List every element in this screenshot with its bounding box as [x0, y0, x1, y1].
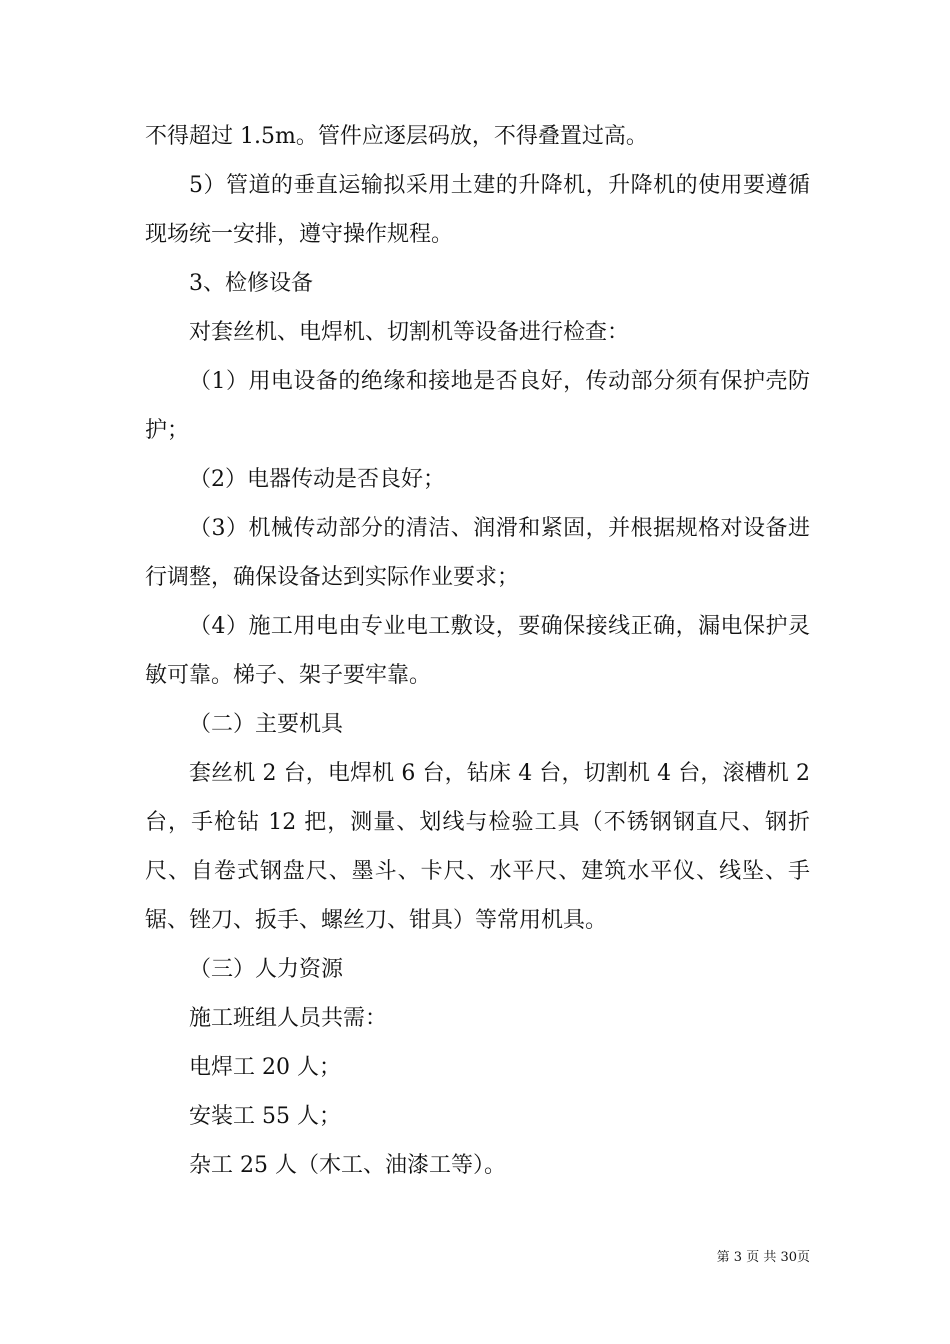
- list-item-1: （1）用电设备的绝缘和接地是否良好，传动部分须有保护壳防护；: [145, 369, 810, 443]
- paragraph-inspection-intro: 对套丝机、电焊机、切割机等设备进行检查：: [189, 320, 630, 345]
- staff-laborers: 杂工 25 人（木工、油漆工等）。: [189, 1153, 506, 1178]
- list-item-2: （2）电器传动是否良好；: [189, 467, 445, 492]
- staff-installers: 安装工 55 人；: [189, 1104, 341, 1129]
- heading-inspect-equipment: 3、检修设备: [189, 271, 313, 296]
- paragraph-tool-list: 套丝机 2 台，电焊机 6 台，钻床 4 台，切割机 4 台，滚槽机 2 台，手枪钻 12 把，测量、划线与检验工具（不锈钢钢直尺、钢折尺、自卷式钢盘尺、墨斗、卡尺、水平尺、建筑水平仪、线坠、手锯、锉刀、扳手、螺丝刀、钳具）等常用机具。: [145, 761, 810, 933]
- paragraph-vertical-transport: 5）管道的垂直运输拟采用土建的升降机，升降机的使用要遵循现场统一安排，遵守操作规程。: [145, 173, 810, 247]
- heading-human-resources: （三）人力资源: [189, 957, 344, 982]
- paragraph-staff-needed: 施工班组人员共需：: [189, 1006, 388, 1031]
- heading-main-tools: （二）主要机具: [189, 712, 344, 737]
- list-item-4: （4）施工用电由专业电工敷设，要确保接线正确，漏电保护灵敏可靠。梯子、架子要牢靠。: [145, 614, 810, 688]
- paragraph-continuation: 不得超过 1.5m。管件应逐层码放，不得叠置过高。: [145, 124, 648, 149]
- staff-welders: 电焊工 20 人；: [189, 1055, 341, 1080]
- list-item-3: （3）机械传动部分的清洁、润滑和紧固，并根据规格对设备进行调整，确保设备达到实际作业要求；: [145, 516, 810, 590]
- document-body: [145, 112, 810, 1190]
- page-number-footer: 第 3 页 共 30页: [716, 1250, 810, 1265]
